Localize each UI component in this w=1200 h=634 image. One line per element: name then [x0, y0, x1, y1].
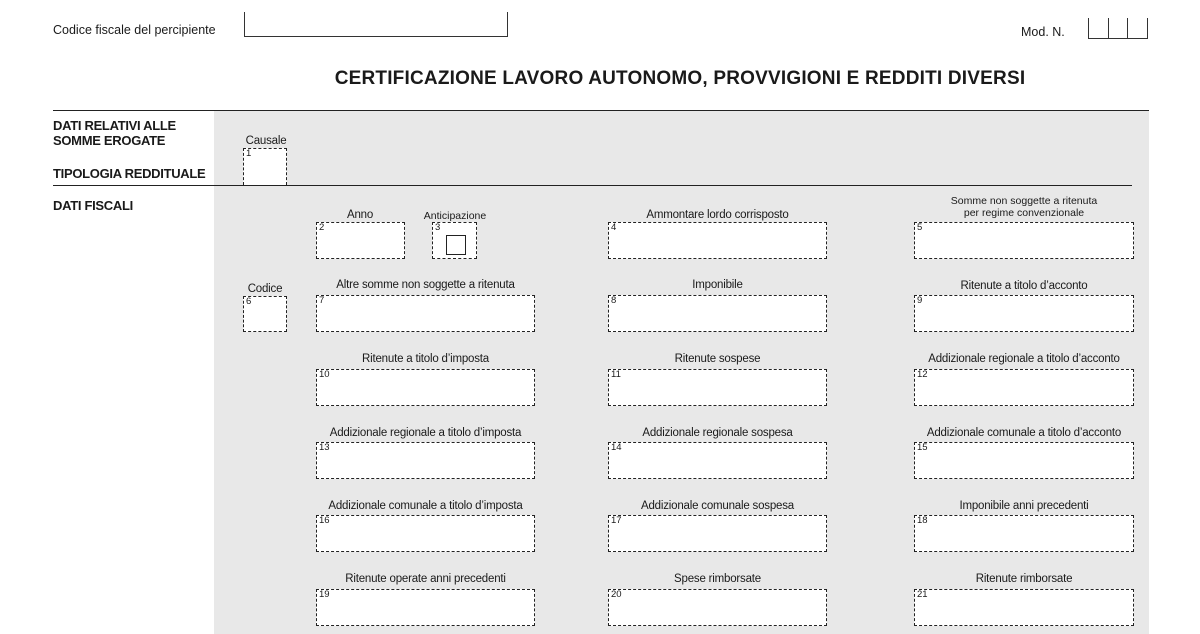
spese-rimborsate-field[interactable] — [608, 589, 827, 626]
ritenute-acconto-field[interactable] — [914, 295, 1134, 332]
spese-rimborsate-label: Spese rimborsate — [674, 573, 761, 585]
ritenute-anni-precedenti-label: Ritenute operate anni precedenti — [345, 573, 506, 585]
addizionale-comunale-acconto-label: Addizionale comunale a titolo d’acconto — [926, 427, 1122, 439]
field-number: 14 — [611, 442, 622, 453]
addizionale-regionale-acconto-label: Addizionale regionale a titolo d’acconto — [928, 353, 1120, 365]
label-line: per regime convenzionale — [963, 207, 1085, 219]
field-number: 15 — [917, 442, 928, 453]
codice-label: Codice — [247, 283, 283, 295]
imponibile-field[interactable] — [608, 295, 827, 332]
mod-n-divider — [1108, 18, 1109, 38]
ammontare-lordo-label: Ammontare lordo corrisposto — [646, 209, 789, 221]
addizionale-regionale-imposta-field[interactable] — [316, 442, 535, 479]
addizionale-comunale-sospesa-label: Addizionale comunale sospesa — [641, 500, 794, 512]
addizionale-comunale-imposta-field[interactable] — [316, 515, 535, 552]
field-number: 17 — [611, 515, 622, 526]
ritenute-acconto-label: Ritenute a titolo d’acconto — [960, 280, 1088, 292]
field-number: 1 — [246, 148, 252, 159]
field-number: 4 — [611, 222, 617, 233]
causale-label: Causale — [245, 135, 287, 147]
section-label-dati-somme — [53, 118, 176, 148]
field-number: 19 — [319, 589, 330, 600]
field-number: 11 — [611, 369, 621, 380]
anno-label: Anno — [346, 209, 374, 221]
field-number: 6 — [246, 296, 252, 307]
addizionale-comunale-sospesa-field[interactable] — [608, 515, 827, 552]
ritenute-rimborsate-field[interactable] — [914, 589, 1134, 626]
page-title: CERTIFICAZIONE LAVORO AUTONOMO, PROVVIGIONI E REDDITI DIVERSI — [334, 68, 1026, 89]
ritenute-imposta-field[interactable] — [316, 369, 535, 406]
codice-fiscale-input[interactable] — [244, 12, 508, 37]
ammontare-lordo-field[interactable] — [608, 222, 827, 259]
altre-somme-label: Altre somme non soggette a ritenuta — [336, 279, 515, 291]
addizionale-comunale-imposta-label: Addizionale comunale a titolo d’imposta — [328, 500, 523, 512]
causale-field[interactable] — [243, 148, 287, 185]
addizionale-regionale-acconto-field[interactable] — [914, 369, 1134, 406]
field-number: 20 — [611, 589, 622, 600]
label-line: Somme non soggette a ritenuta — [950, 195, 1098, 207]
ritenute-anni-precedenti-field[interactable] — [316, 589, 535, 626]
section-label-dati-fiscali: DATI FISCALI — [53, 198, 133, 213]
ritenute-sospese-field[interactable] — [608, 369, 827, 406]
field-number: 18 — [917, 515, 928, 526]
field-number: 3 — [435, 222, 441, 233]
field-number: 2 — [319, 222, 325, 233]
section-label-tipologia: TIPOLOGIA REDDITUALE — [53, 166, 206, 181]
section-label-line: DATI RELATIVI ALLE — [53, 118, 176, 133]
mod-n-label: Mod. N. — [1021, 25, 1065, 39]
somme-non-soggette-convenzionale-label — [914, 195, 1134, 219]
section-divider — [53, 185, 1132, 186]
mod-n-input[interactable] — [1088, 18, 1148, 39]
anticipazione-field — [432, 222, 477, 259]
addizionale-comunale-acconto-field[interactable] — [914, 442, 1134, 479]
ritenute-imposta-label: Ritenute a titolo d’imposta — [362, 353, 489, 365]
field-number: 9 — [917, 295, 923, 306]
codice-fiscale-label: Codice fiscale del percipiente — [53, 23, 216, 37]
ritenute-rimborsate-label: Ritenute rimborsate — [975, 573, 1073, 585]
field-number: 12 — [917, 369, 928, 380]
addizionale-regionale-imposta-label: Addizionale regionale a titolo d’imposta — [329, 427, 522, 439]
field-number: 16 — [319, 515, 330, 526]
anticipazione-checkbox[interactable] — [446, 235, 466, 255]
mod-n-divider — [1127, 18, 1128, 38]
field-number: 5 — [917, 222, 923, 233]
ritenute-sospese-label: Ritenute sospese — [674, 353, 761, 365]
field-number: 7 — [319, 295, 325, 306]
somme-non-soggette-convenzionale-field[interactable] — [914, 222, 1134, 259]
field-number: 13 — [319, 442, 330, 453]
imponibile-anni-precedenti-label: Imponibile anni precedenti — [959, 500, 1089, 512]
field-number: 21 — [917, 589, 928, 600]
addizionale-regionale-sospesa-label: Addizionale regionale sospesa — [642, 427, 793, 439]
imponibile-anni-precedenti-field[interactable] — [914, 515, 1134, 552]
anno-field[interactable] — [316, 222, 405, 259]
codice-field[interactable] — [243, 296, 287, 332]
altre-somme-field[interactable] — [316, 295, 535, 332]
field-number: 8 — [611, 295, 617, 306]
addizionale-regionale-sospesa-field[interactable] — [608, 442, 827, 479]
section-label-line: SOMME EROGATE — [53, 133, 166, 148]
imponibile-label: Imponibile — [692, 279, 743, 291]
field-number: 10 — [319, 369, 330, 380]
anticipazione-label: Anticipazione — [423, 210, 487, 222]
